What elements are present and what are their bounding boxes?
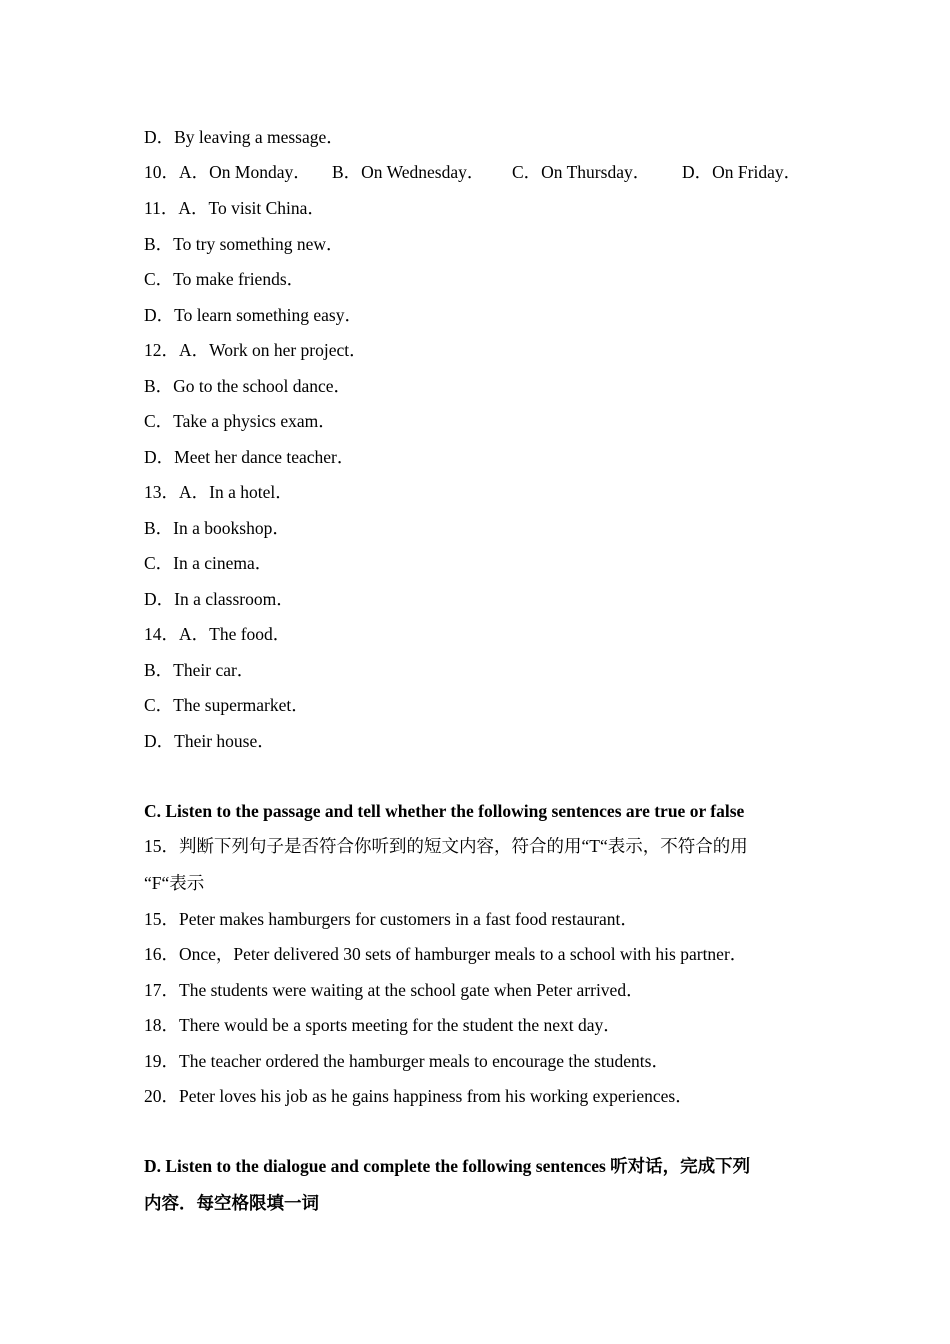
section-c-instruction-line2: “F“表示: [144, 873, 205, 893]
q11-option-a: 11．A．To visit China．: [144, 198, 325, 218]
statement-18: 18．There would be a sports meeting for the student the next day．: [144, 1015, 621, 1035]
section-d-heading-line1: D. Listen to the dialogue and complete the following sentences 听对话，完成下列: [144, 1156, 751, 1176]
q14-option-a: 14．A．The food．: [144, 624, 291, 644]
section-c-heading: C. Listen to the passage and tell whether the following sentences are true or false: [144, 801, 745, 821]
q10-option-a: 10．A．On Monday．: [144, 162, 311, 182]
q13-option-a: 13．A．In a hotel．: [144, 482, 293, 502]
q13-option-c: C．In a cinema．: [144, 553, 273, 573]
q14-option-c: C．The supermarket．: [144, 695, 309, 715]
q12-option-a: 12．A．Work on her project．: [144, 340, 367, 360]
statement-16: 16．Once，Peter delivered 30 sets of hamburger meals to a school with his partner．: [144, 944, 748, 964]
q10-option-b: B．On Wednesday．: [332, 162, 485, 182]
q11-option-c: C．To make friends．: [144, 269, 305, 289]
section-d-heading-line2: 内容．每空格限填一词: [144, 1193, 319, 1213]
q14-option-b: B．Their car．: [144, 660, 255, 680]
statement-20: 20．Peter loves his job as he gains happiness from his working experiences．: [144, 1086, 693, 1106]
q11-option-b: B．To try something new．: [144, 234, 344, 254]
q10-option-d: D．On Friday．: [682, 162, 802, 182]
q14-option-d: D．Their house．: [144, 731, 275, 751]
q12-option-d: D．Meet her dance teacher．: [144, 447, 355, 467]
q12-option-b: B．Go to the school dance．: [144, 376, 352, 396]
statement-17: 17．The students were waiting at the school gate when Peter arrived．: [144, 980, 644, 1000]
q11-option-d: D．To learn something easy．: [144, 305, 362, 325]
statement-15: 15．Peter makes hamburgers for customers in a fast food restaurant．: [144, 909, 638, 929]
statement-19: 19．The teacher ordered the hamburger meals to encourage the students．: [144, 1051, 669, 1071]
q12-option-c: C．Take a physics exam．: [144, 411, 336, 431]
section-c-instruction-line1: 15．判断下列句子是否符合你听到的短文内容，符合的用“T“表示，不符合的用: [144, 836, 748, 856]
q13-option-d: D．In a classroom．: [144, 589, 294, 609]
q9-option-d: D．By leaving a message．: [144, 127, 344, 147]
q10-option-c: C．On Thursday．: [512, 162, 651, 182]
q13-option-b: B．In a bookshop．: [144, 518, 290, 538]
